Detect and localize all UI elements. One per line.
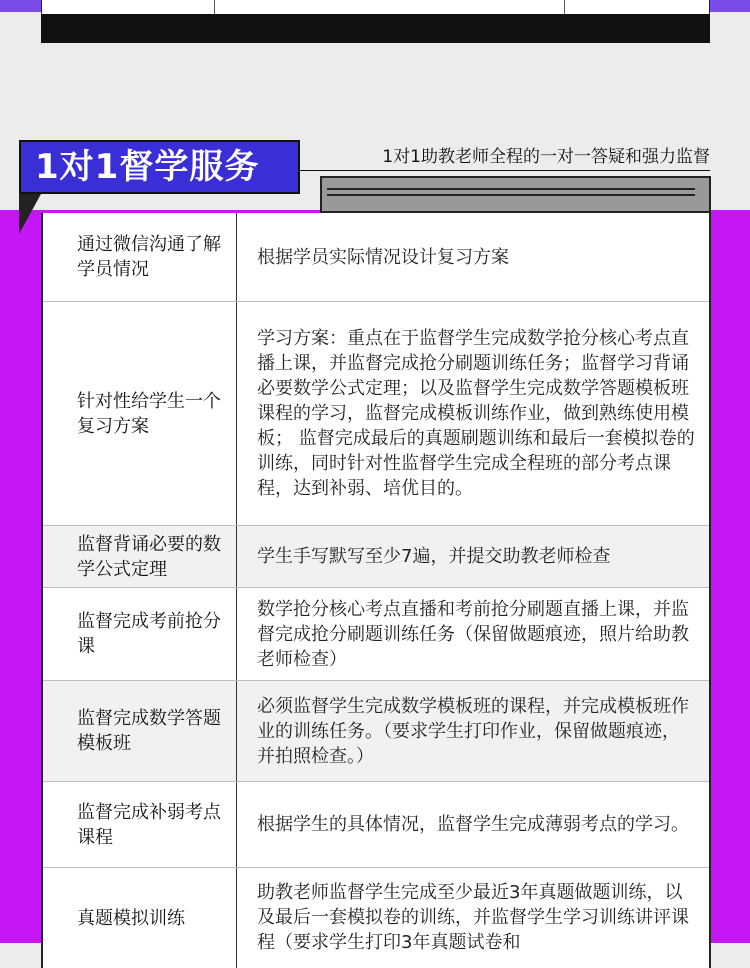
table-row [43,681,709,782]
subtitle-underline [300,170,710,171]
row-content: 学习方案：重点在于监督学生完成数学抢分核心考点直播上课，并监督完成抢分刷题训练任务；监督学习背诵必要数学公式定理；以及监督学生完成数学答题模板班课程的学习，监督完成模板训练作业，做到熟练使用模板； 监督完成最后的真题刷题训练和最后一套模拟卷的训练，同时针对性监督学生完成全程班的部分考点课程，达到补弱、培优目的。 [257,328,695,499]
row-item: 真题模拟训练 [43,868,237,968]
row-item: 监督完成数学答题模板班 [43,681,237,781]
table-row [43,588,709,681]
service-table [41,213,711,968]
section-subtitle: 1对1助教老师全程的一对一答疑和强力监督 [382,147,710,167]
row-item: 监督完成考前抢分课 [43,588,237,680]
row-content: 根据学生的具体情况，监督学生完成薄弱考点的学习。 [257,814,689,835]
row-content: 必须监督学生完成数学模板班的课程，并完成模板班作业的训练任务。（要求学生打印作业，保留做题痕迹，并拍照检查。） [237,681,709,781]
previous-table-fragment [41,0,710,14]
row-item: 监督完成补弱考点课程 [43,782,237,867]
table-row [43,782,709,868]
table-row [43,868,709,968]
table-row [43,213,709,302]
row-content: 助教老师监督学生完成至少最近3年真题做题训练，以及最后一套模拟卷的训练，并监督学生学习训练讲评课程（要求学生打印3年真题试卷和 [257,882,689,953]
row-item: 监督背诵必要的数学公式定理 [43,526,237,587]
row-content: 根据学员实际情况设计复习方案 [257,246,509,268]
top-right-accent [710,0,750,12]
table-row [43,526,709,588]
previous-section-bar [41,14,710,43]
row-content: 数学抢分核心考点直播和考前抢分刷题直播上课，并监督完成抢分刷题训练任务（保留做题痕迹，照片给助教老师检查） [257,598,689,670]
table-row [43,302,709,526]
row-content: 学生手写默写至少7遍，并提交助教老师检查 [237,526,709,587]
row-item: 针对性给学生一个复习方案 [43,302,237,525]
header-decorative-bar [320,176,711,213]
top-left-accent [0,0,41,12]
title-corner-shadow [19,194,41,234]
row-item: 通过微信沟通了解学员情况 [43,213,237,301]
section-title: 1对1督学服务 [19,140,300,194]
